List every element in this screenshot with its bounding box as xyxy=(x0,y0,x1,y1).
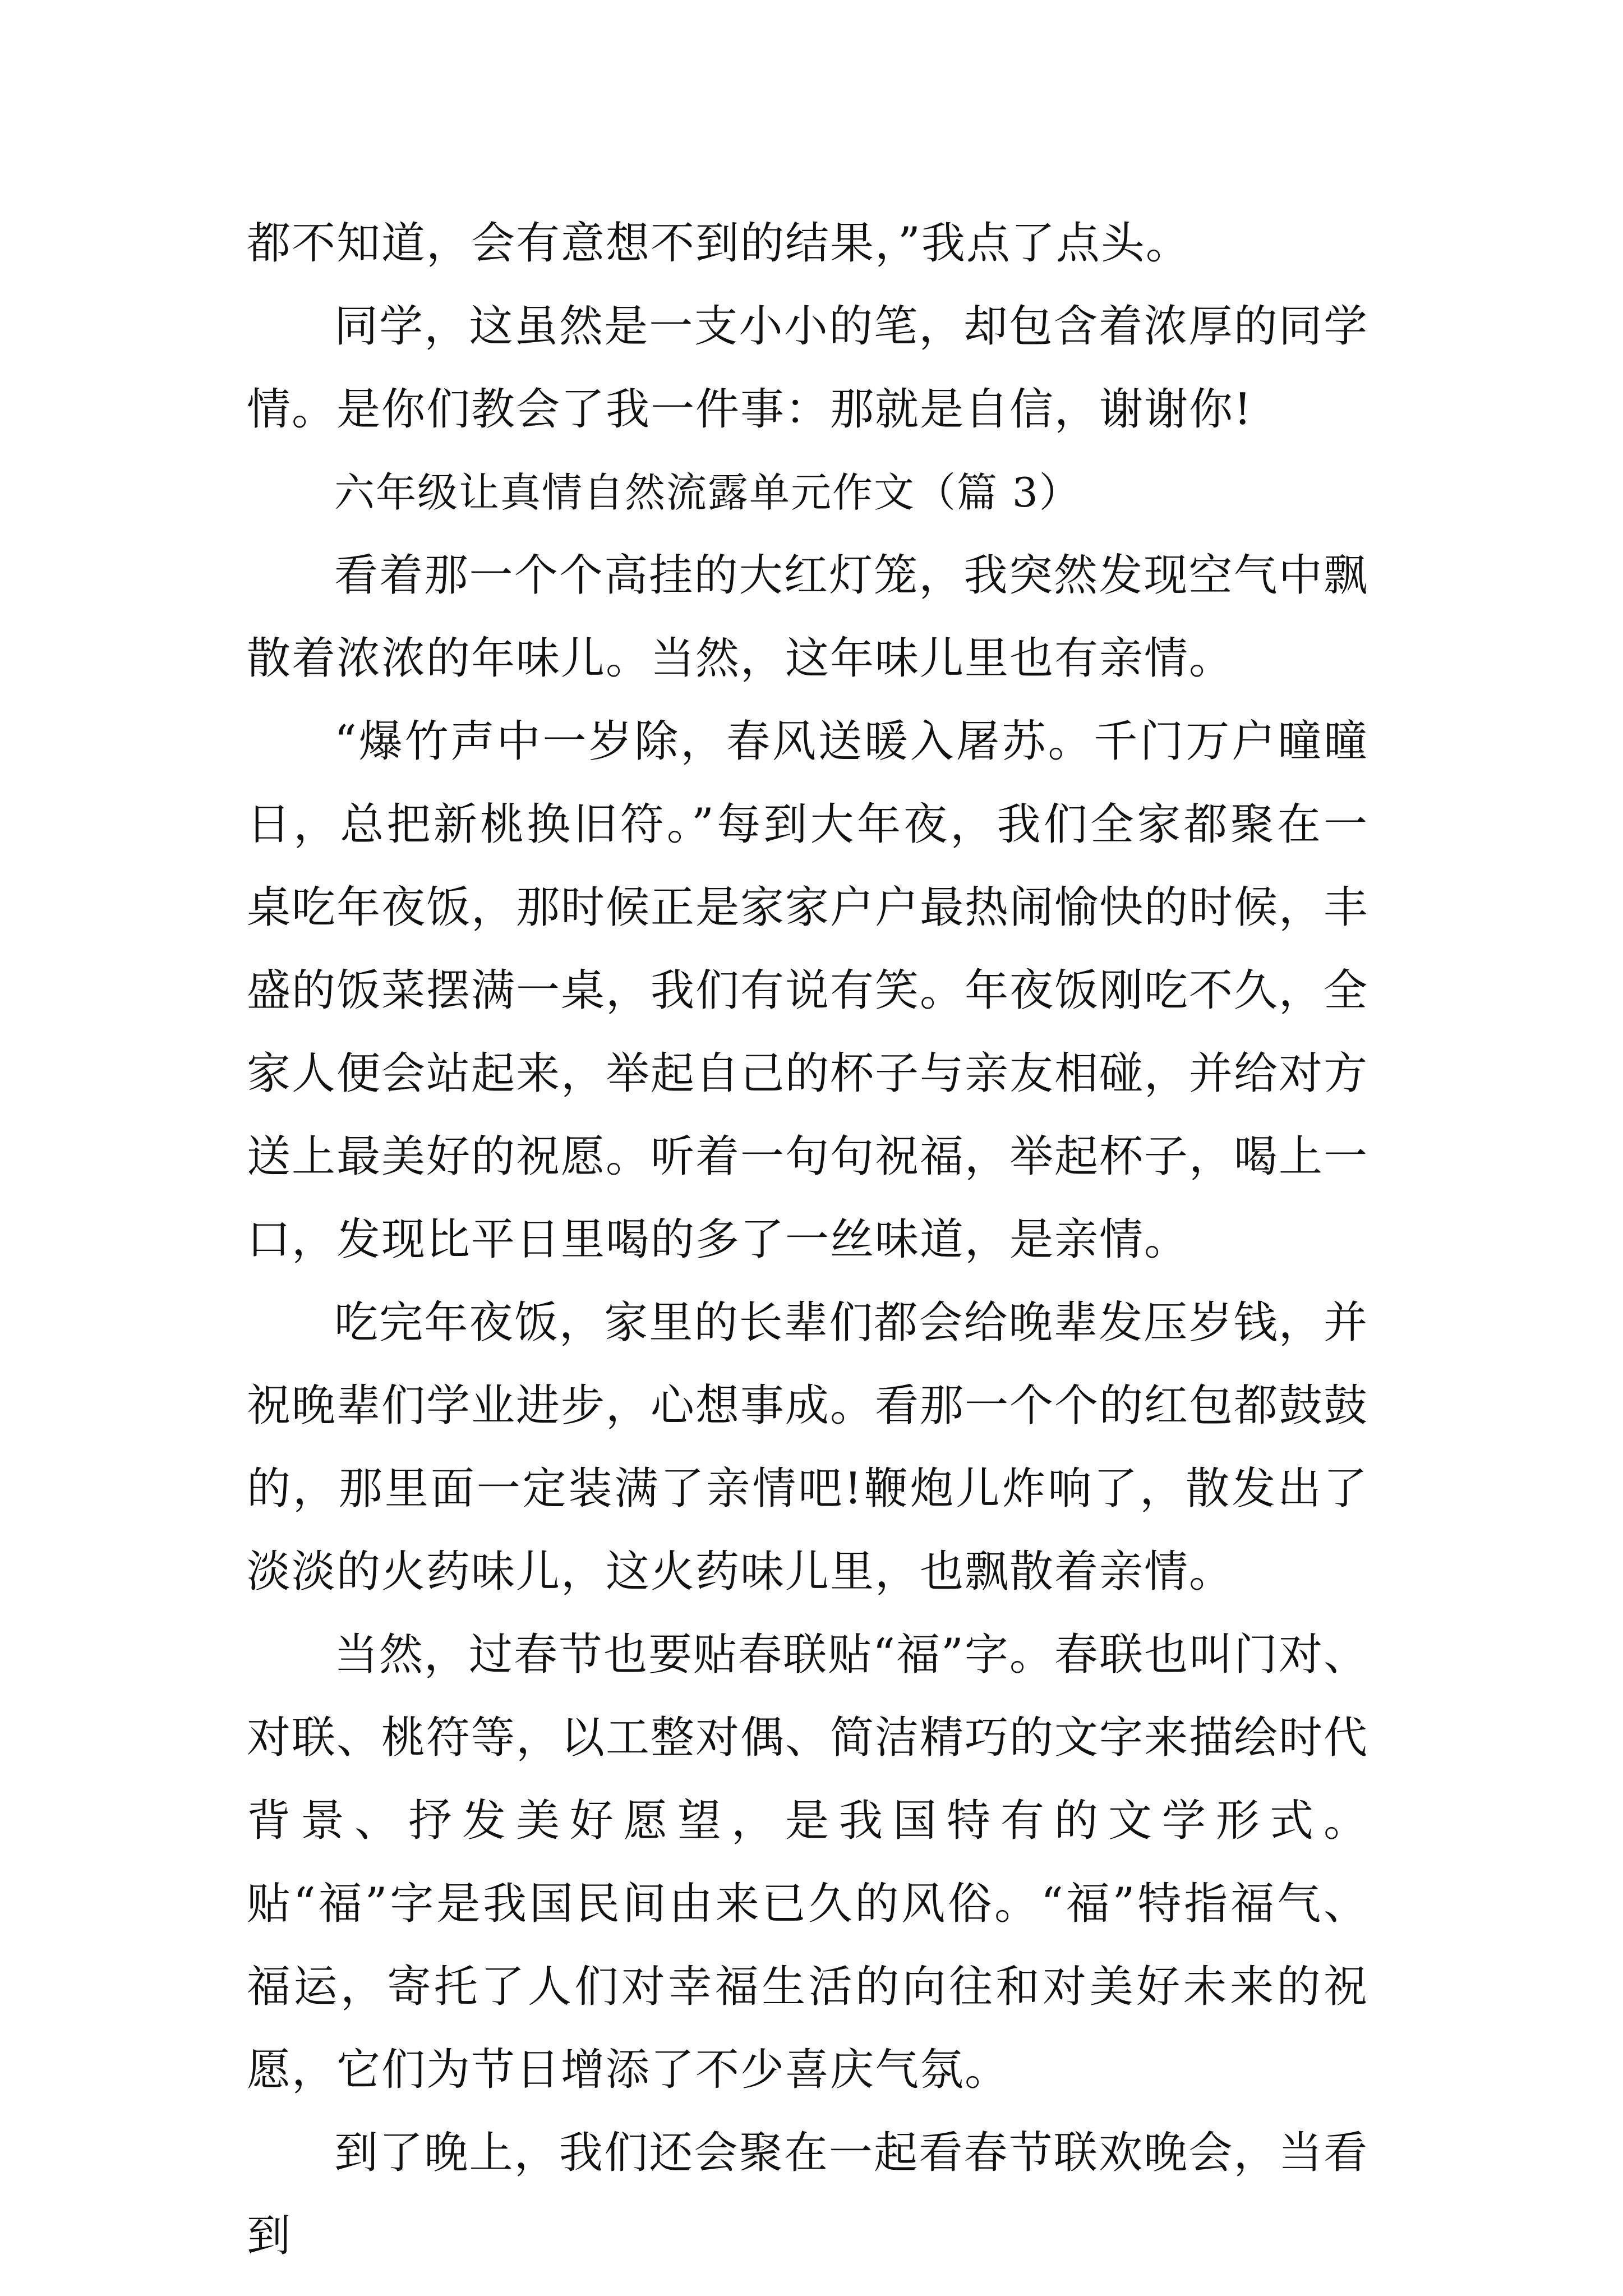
paragraph-continuation: 都不知道，会有意想不到的结果，”我点了点头。 xyxy=(247,218,1191,269)
document-page xyxy=(247,202,1368,2277)
essay-title: 六年级让真情自然流露单元作文（篇 3） xyxy=(334,469,1081,516)
paragraph-lanterns: 看着那一个个高挂的大红灯笼，我突然发现空气中飘散着浓浓的年味儿。当然，这年味儿里也有亲情。 xyxy=(247,550,1368,684)
paragraph-red-envelopes: 吃完年夜饭，家里的长辈们都会给晚辈发压岁钱，并祝晚辈们学业进步，心想事成。看那一个个的红包都鼓鼓的，那里面一定装满了亲情吧!鞭炮儿炸响了，散发出了淡淡的火药味儿，这火药味儿里，也飘散着亲情。 xyxy=(247,1297,1369,1597)
paragraph-classmate-pen: 同学，这虽然是一支小小的笔，却包含着浓厚的同学情。是你们教会了我一件事：那就是自信，谢谢你! xyxy=(247,301,1368,435)
paragraph-spring-couplets: 当然，过春节也要贴春联贴“福”字。春联也叫门对、对联、桃符等，以工整对偶、简洁精巧的文字来描绘时代背景、抒发美好愿望，是我国特有的文学形式。贴“福”字是我国民间由来已久的风俗。“福”特指福气、福运，寄托了人们对幸福生活的向往和对美好未来的祝愿，它们为节日增添了不少喜庆气氛。 xyxy=(247,1630,1369,2095)
paragraph-gala-evening: 到了晚上，我们还会聚在一起看春节联欢晚会，当看到 xyxy=(247,2128,1368,2261)
paragraph-new-year-dinner: “爆竹声中一岁除，春风送暖入屠苏。千门万户曈曈日，总把新桃换旧符。”每到大年夜，我们全家都聚在一桌吃年夜饭，那时候正是家家户户最热闹愉快的时候，丰盛的饭菜摆满一桌，我们有说有笑。年夜饭刚吃不久，全家人便会站起来，举起自己的杯子与亲友相碰，并给对方送上最美好的祝愿。听着一句句祝福，举起杯子，喝上一口，发现比平日里喝的多了一丝味道，是亲情。 xyxy=(247,716,1369,1265)
